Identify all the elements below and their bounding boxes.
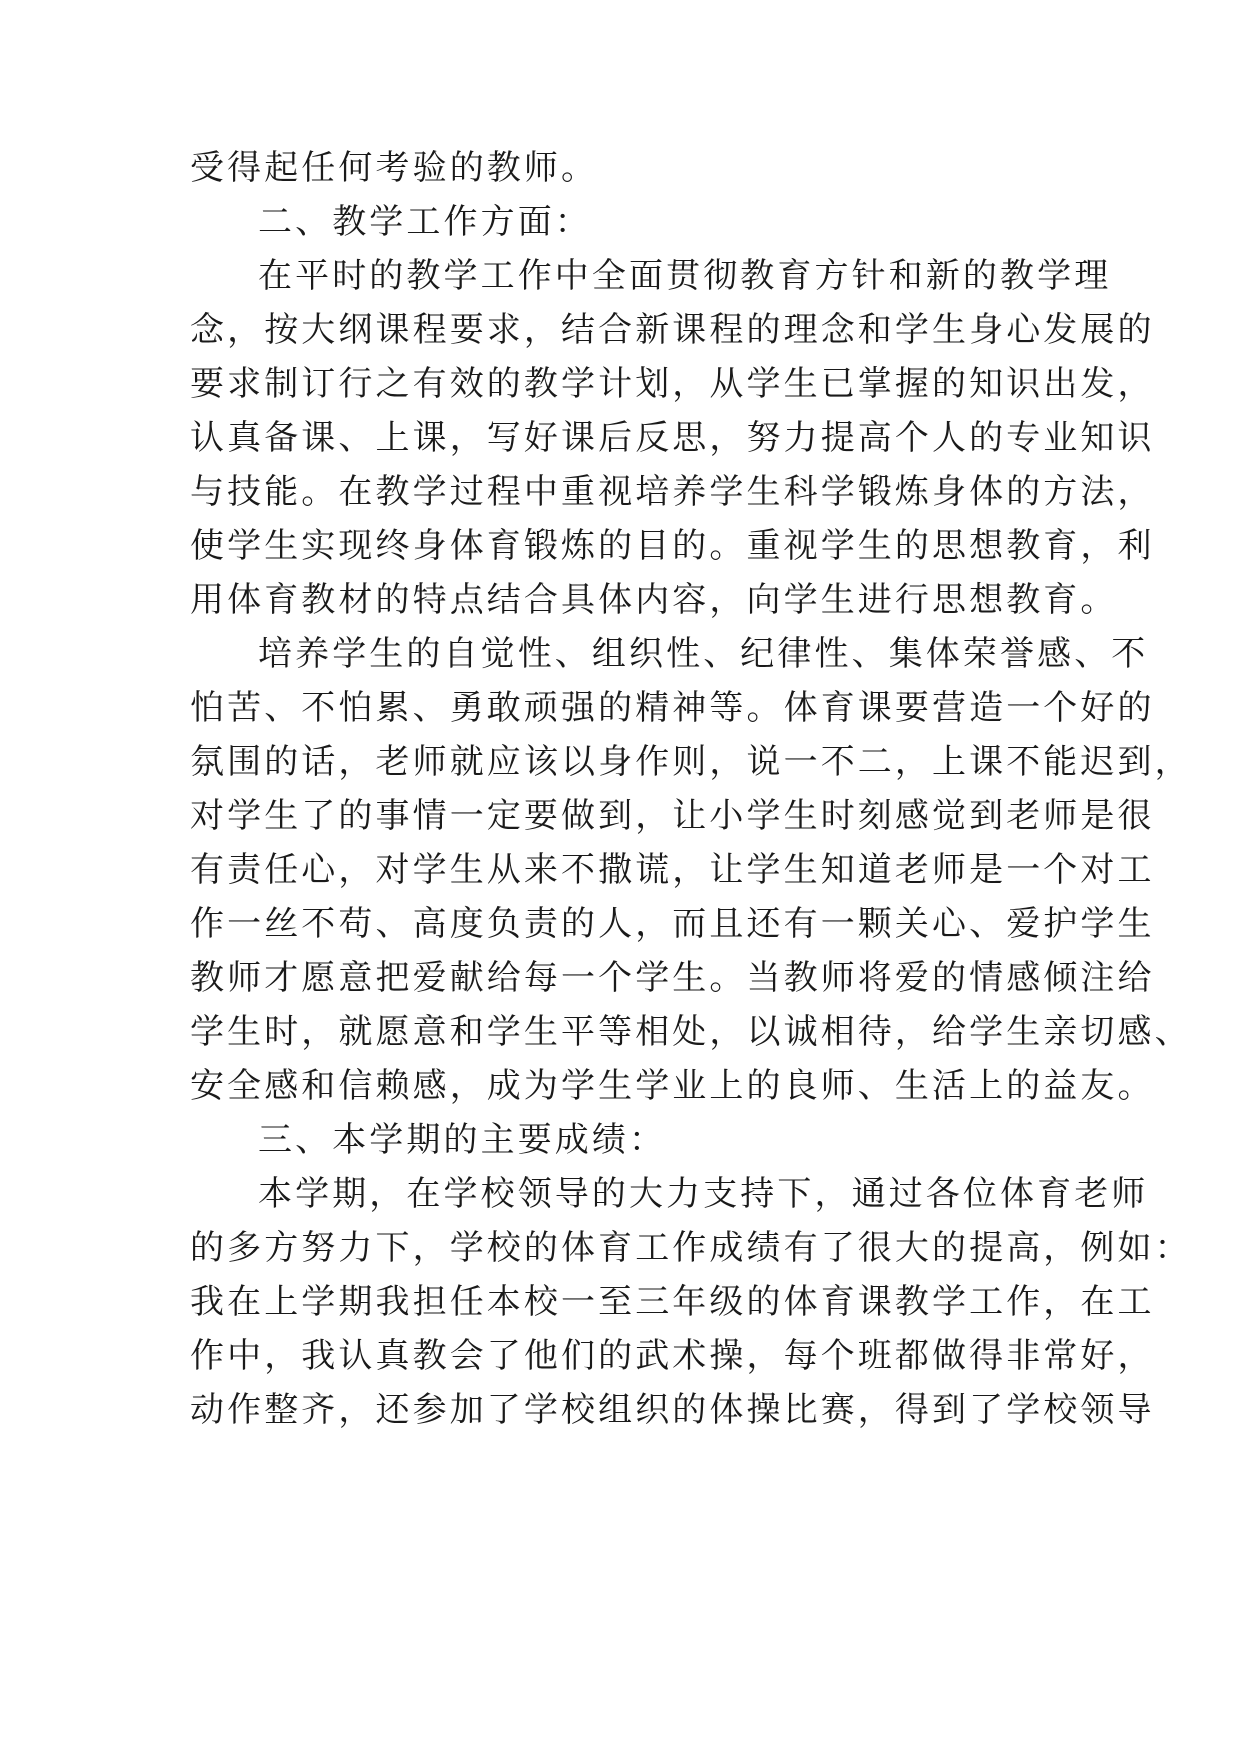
text-line: 安全感和信赖感，成为学生学业上的良师、生活上的益友。	[190, 1066, 1155, 1106]
text-line: 念，按大纲课程要求，结合新课程的理念和学生身心发展的	[190, 310, 1155, 350]
text-line: 与技能。在教学过程中重视培养学生科学锻炼身体的方法，	[190, 472, 1155, 512]
text-line: 氛围的话，老师就应该以身作则，说一不二，上课不能迟到，	[190, 742, 1192, 782]
text-line: 怕苦、不怕累、勇敢顽强的精神等。体育课要营造一个好的	[190, 688, 1155, 728]
text-line: 本学期，在学校领导的大力支持下，通过各位体育老师	[258, 1174, 1149, 1214]
section-heading: 三、本学期的主要成绩：	[258, 1120, 667, 1160]
text-line: 受得起任何考验的教师。	[190, 148, 599, 188]
text-line: 对学生了的事情一定要做到，让小学生时刻感觉到老师是很	[190, 796, 1155, 836]
text-line: 作一丝不苟、高度负责的人，而且还有一颗关心、爱护学生	[190, 904, 1155, 944]
text-line: 我在上学期我担任本校一至三年级的体育课教学工作，在工	[190, 1282, 1155, 1322]
text-line: 使学生实现终身体育锻炼的目的。重视学生的思想教育，利	[190, 526, 1155, 566]
text-line: 要求制订行之有效的教学计划，从学生已掌握的知识出发，	[190, 364, 1155, 404]
text-line: 用体育教材的特点结合具体内容，向学生进行思想教育。	[190, 580, 1118, 620]
text-line: 学生时，就愿意和学生平等相处，以诚相待，给学生亲切感、	[190, 1012, 1192, 1052]
text-line: 动作整齐，还参加了学校组织的体操比赛，得到了学校领导	[190, 1390, 1155, 1430]
text-line: 有责任心，对学生从来不撒谎，让学生知道老师是一个对工	[190, 850, 1155, 890]
text-line: 培养学生的自觉性、组织性、纪律性、集体荣誉感、不	[258, 634, 1149, 674]
text-line: 认真备课、上课，写好课后反思，努力提高个人的专业知识	[190, 418, 1155, 458]
text-line: 的多方努力下，学校的体育工作成绩有了很大的提高，例如：	[190, 1228, 1192, 1268]
section-heading: 二、教学工作方面：	[258, 202, 592, 242]
text-line: 作中，我认真教会了他们的武术操，每个班都做得非常好，	[190, 1336, 1155, 1376]
text-line: 在平时的教学工作中全面贯彻教育方针和新的教学理	[258, 256, 1112, 296]
text-line: 教师才愿意把爱献给每一个学生。当教师将爱的情感倾注给	[190, 958, 1155, 998]
